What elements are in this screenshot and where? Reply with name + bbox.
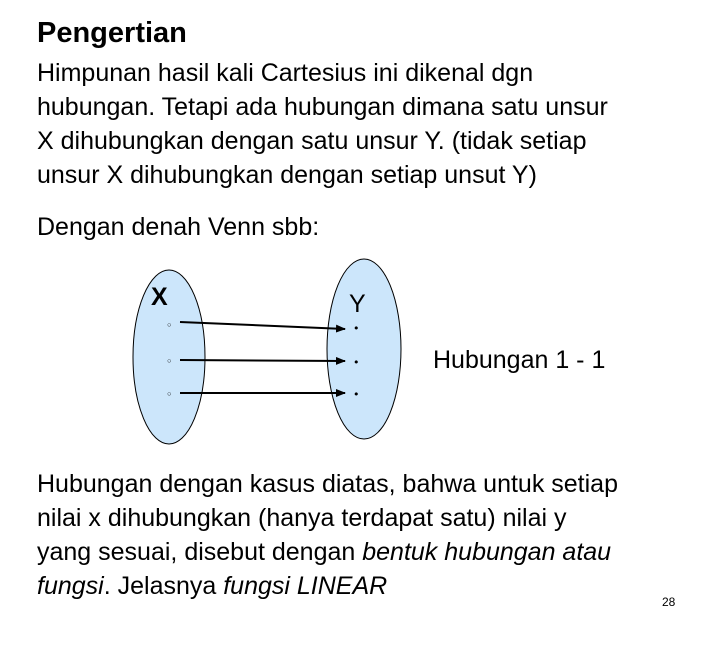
conclusion-line [37,535,618,569]
y-element-marker: • [353,388,360,401]
venn-caption-text: Dengan denah Venn sbb: [37,213,320,241]
intro-line: Himpunan hasil kali Cartesius ini dikenal dgn [37,59,534,87]
page-number: 28 [662,595,676,609]
x-element-marker: ◦ [166,388,173,401]
x-element-marker: ◦ [166,319,173,332]
conclusion-text: . Jelasnya [103,572,224,600]
mapping-arrow [180,360,345,361]
mapping-arrow [180,322,345,329]
x-element-marker: ◦ [166,355,173,368]
set-y-label: Y [349,290,366,318]
intro-line: unsur X dihubungkan dengan setiap unsut Y) [37,161,537,189]
conclusion-line: nilai x dihubungkan (hanya terdapat satu) nilai y [37,504,567,532]
conclusion-paragraph [37,467,618,603]
y-element-marker: • [353,356,360,369]
set-x-label: X [151,283,168,311]
conclusion-emphasis: fungsi [37,572,104,600]
intro-line: hubungan. Tetapi ada hubungan dimana satu unsur [37,93,608,121]
relation-label: Hubungan 1 - 1 [433,346,606,374]
conclusion-text: yang sesuai, disebut dengan [37,538,363,566]
venn-caption [37,210,319,244]
intro-paragraph [37,56,608,192]
y-element-marker: • [353,322,360,335]
conclusion-line [37,569,618,603]
venn-diagram [0,250,720,450]
conclusion-emphasis: bentuk hubungan atau [362,538,612,566]
intro-line: X dihubungkan dengan satu unsur Y. (tidak setiap [37,127,587,155]
set-y-ellipse [327,259,401,439]
conclusion-line: Hubungan dengan kasus diatas, bahwa untuk setiap [37,470,618,498]
slide-title: Pengertian [37,17,187,49]
conclusion-emphasis: fungsi LINEAR [223,572,388,600]
